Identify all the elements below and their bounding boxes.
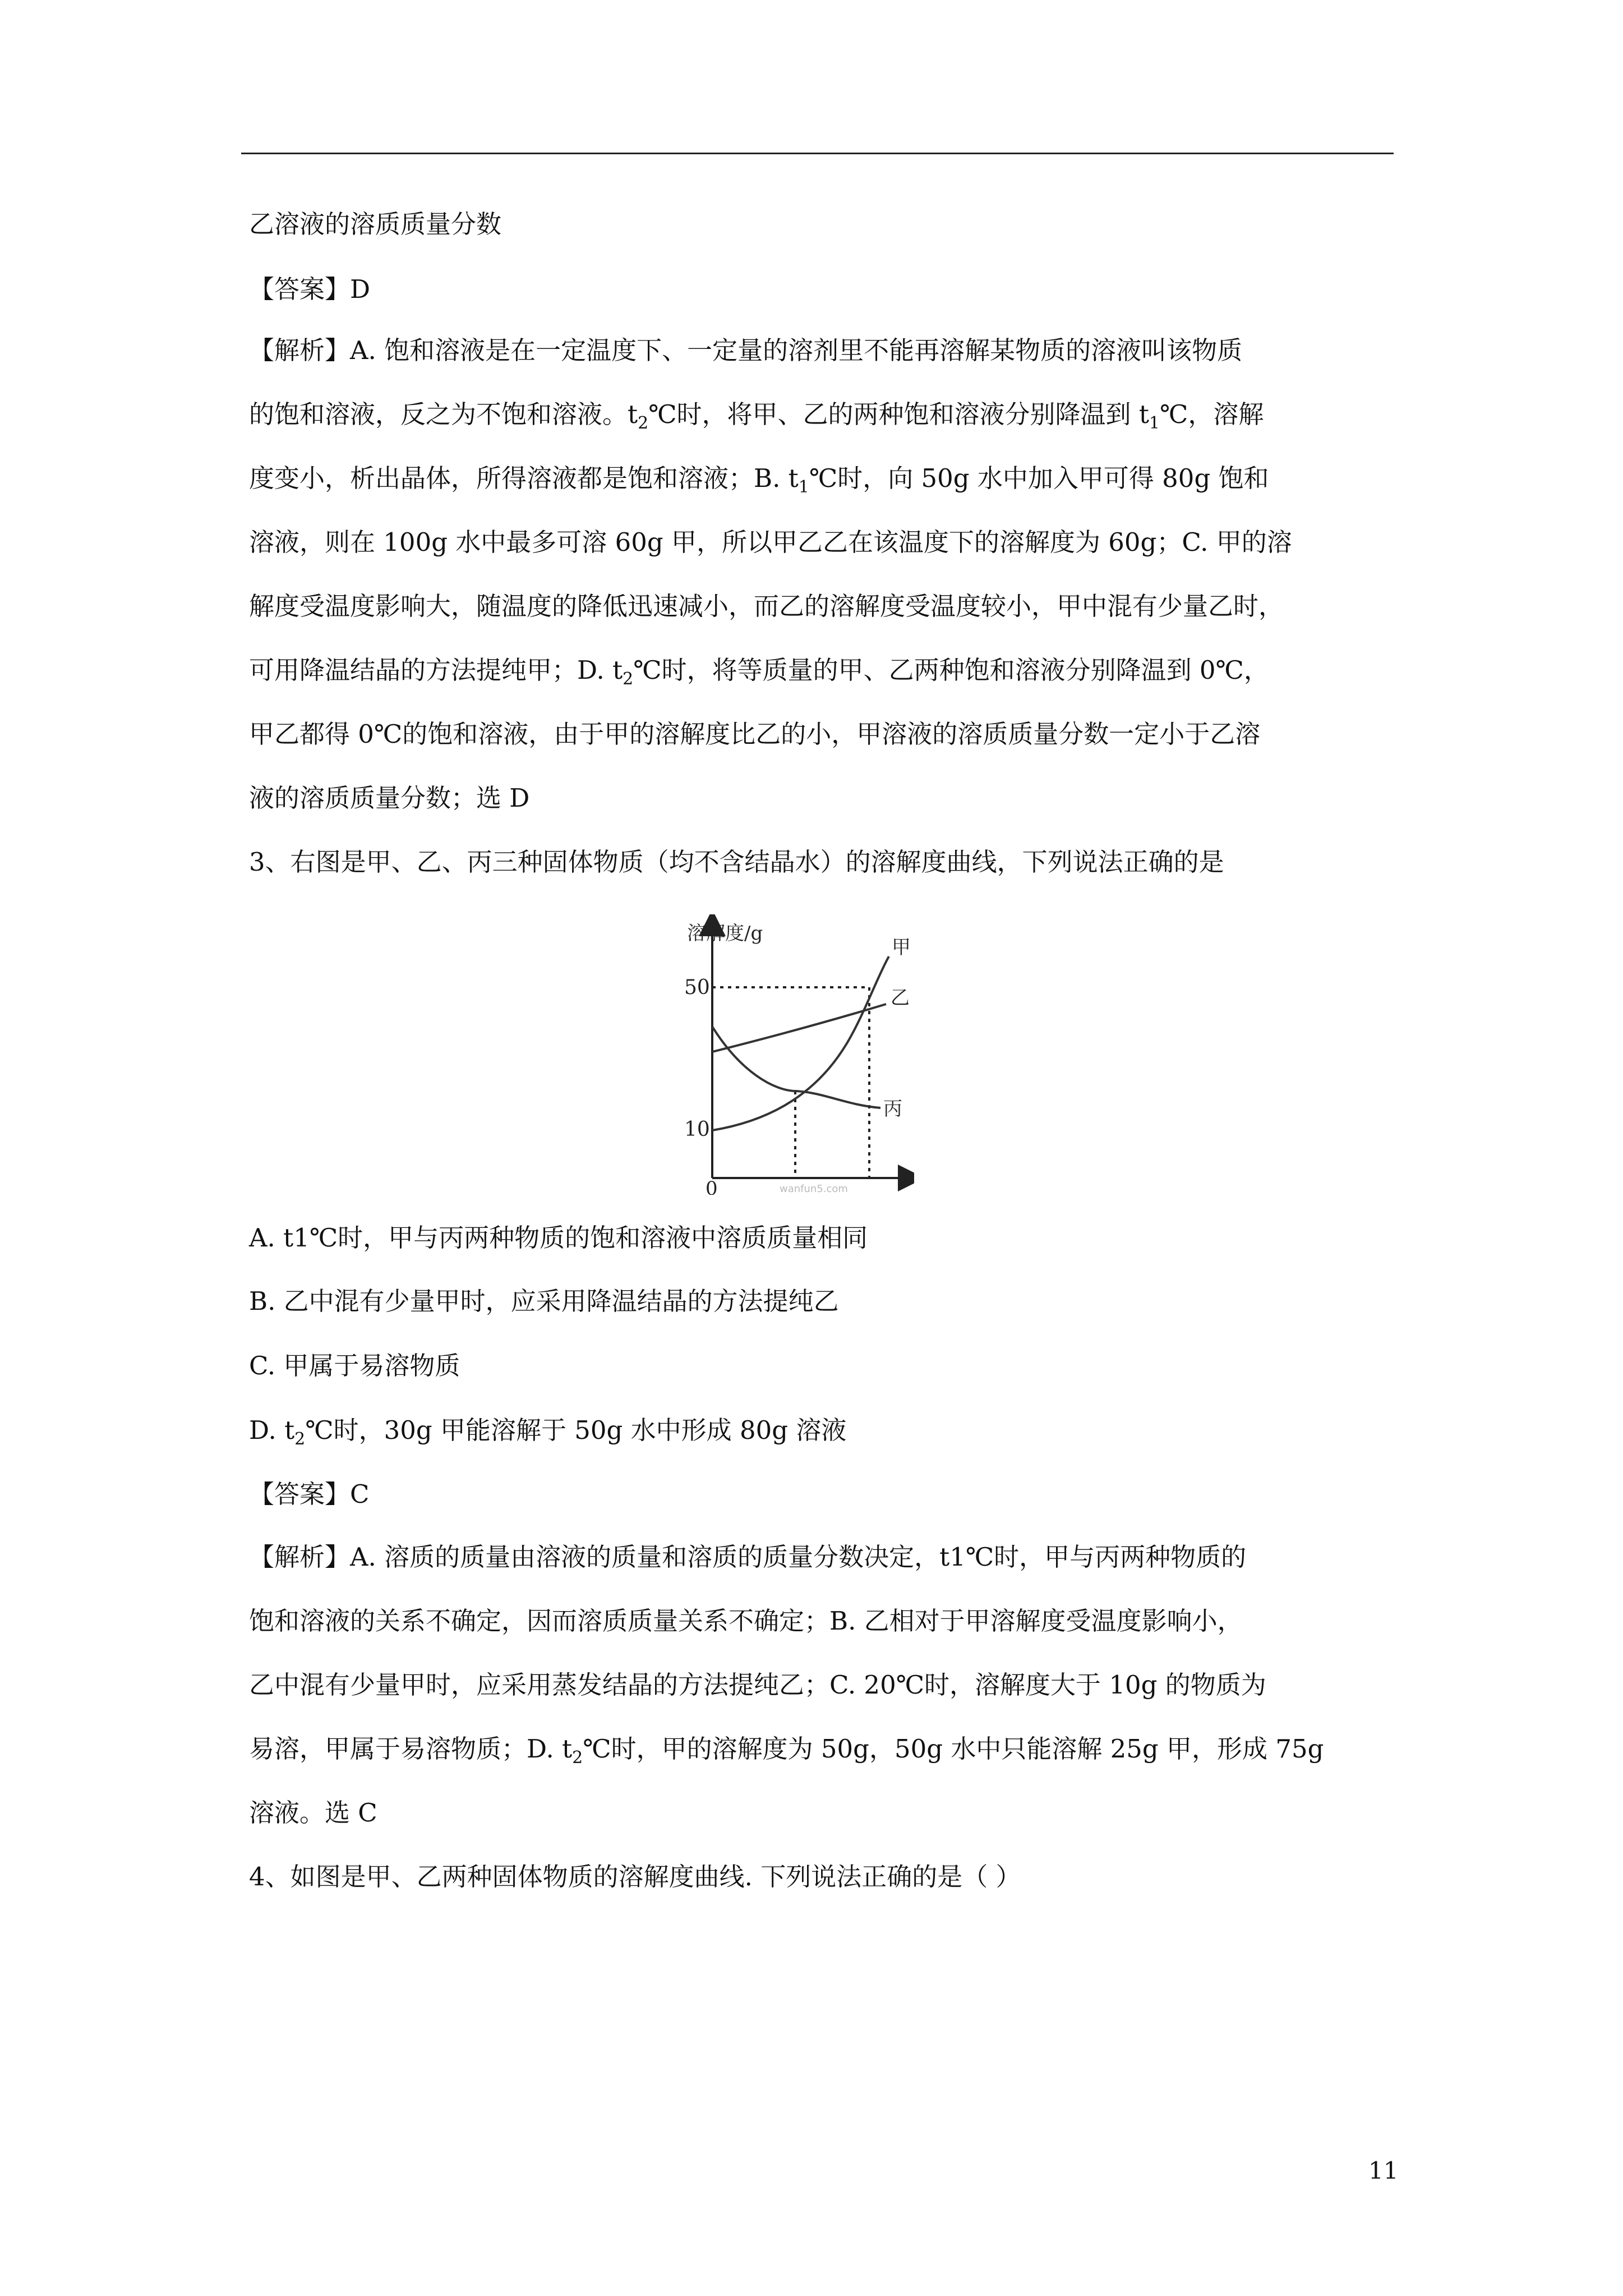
curve-yi: [712, 1004, 886, 1052]
series-label-jia: 甲: [892, 936, 911, 959]
header-rule: [241, 153, 1394, 154]
series-label-yi: 乙: [891, 987, 910, 1009]
question-3: 3、右图是甲、乙、丙三种固体物质（均不含结晶水）的溶解度曲线，下列说法正确的是: [249, 847, 1224, 877]
question-4: 4、如图是甲、乙两种固体物质的溶解度曲线. 下列说法正确的是（ ）: [249, 1862, 1021, 1892]
text-line: 溶液，则在 100g 水中最多可溶 60g 甲，所以甲乙乙在该温度下的溶解度为 60g；C. 甲的溶: [249, 527, 1292, 557]
text-line: 乙溶液的溶质质量分数: [249, 209, 502, 239]
curve-jia: [712, 956, 889, 1130]
text-line: 甲乙都得 0℃的饱和溶液，由于甲的溶解度比乙的小，甲溶液的溶质质量分数一定小于乙溶: [249, 719, 1261, 749]
series-label-bing: 丙: [883, 1098, 902, 1120]
text-line: 度变小，析出晶体，所得溶液都是饱和溶液；B. $t_1℃$时，向 50g 水中加入甲可得 80g 饱和: [249, 463, 1269, 497]
tick-label-10: 10: [684, 1118, 710, 1141]
option-b: B. 乙中混有少量甲时，应采用降温结晶的方法提纯乙: [249, 1286, 839, 1316]
tick-label-50: 50: [684, 976, 710, 999]
text-line: 溶液。选 C: [249, 1798, 377, 1828]
page-number: 11: [1368, 2157, 1399, 2184]
analysis-line: 【解析】A. 饱和溶液是在一定温度下、一定量的溶剂里不能再溶解某物质的溶液叫该物质: [249, 335, 1243, 365]
text-line: 液的溶质质量分数；选 D: [249, 783, 530, 813]
text-line: 可用降温结晶的方法提纯甲；D. $t_2℃$时，将等质量的甲、乙两种饱和溶液分别降温到 0℃，: [249, 655, 1269, 689]
answer-line: 【答案】D: [249, 274, 371, 304]
text-line: 乙中混有少量甲时，应采用蒸发结晶的方法提纯乙；C. 20℃时，溶解度大于 10g 的物质为: [249, 1670, 1266, 1700]
text-line: 饱和溶液的关系不确定，因而溶质质量关系不确定；B. 乙相对于甲溶解度受温度影响小，: [249, 1606, 1243, 1636]
solubility-curve-figure: [645, 914, 914, 1195]
watermark: wanfun5.com: [780, 1183, 848, 1195]
curve-bing: [712, 1027, 880, 1108]
answer-line: 【答案】C: [249, 1479, 370, 1509]
origin-label: 0: [706, 1177, 718, 1195]
option-c: C. 甲属于易溶物质: [249, 1351, 460, 1381]
option-d: D. $t_2℃$时，30g 甲能溶解于 50g 水中形成 80g 溶液: [249, 1415, 847, 1449]
text-line: 易溶，甲属于易溶物质；D. $t_2℃$时，甲的溶解度为 50g，50g 水中只能溶解 25g 甲，形成 75g: [249, 1734, 1324, 1768]
text-line: 解度受温度影响大，随温度的降低迅速减小，而乙的溶解度受温度较小，甲中混有少量乙时，: [249, 591, 1284, 621]
text-line: 的饱和溶液，反之为不饱和溶液。$t_2℃$时，将甲、乙的两种饱和溶液分别降温到 $t_1℃$，溶解: [249, 399, 1264, 433]
y-axis-label: 溶解度/g: [687, 922, 763, 945]
option-a: A. t1℃时，甲与丙两种物质的饱和溶液中溶质质量相同: [249, 1223, 868, 1253]
analysis-line: 【解析】A. 溶质的质量由溶液的质量和溶质的质量分数决定，t1℃时，甲与丙两种物质的: [249, 1542, 1247, 1572]
